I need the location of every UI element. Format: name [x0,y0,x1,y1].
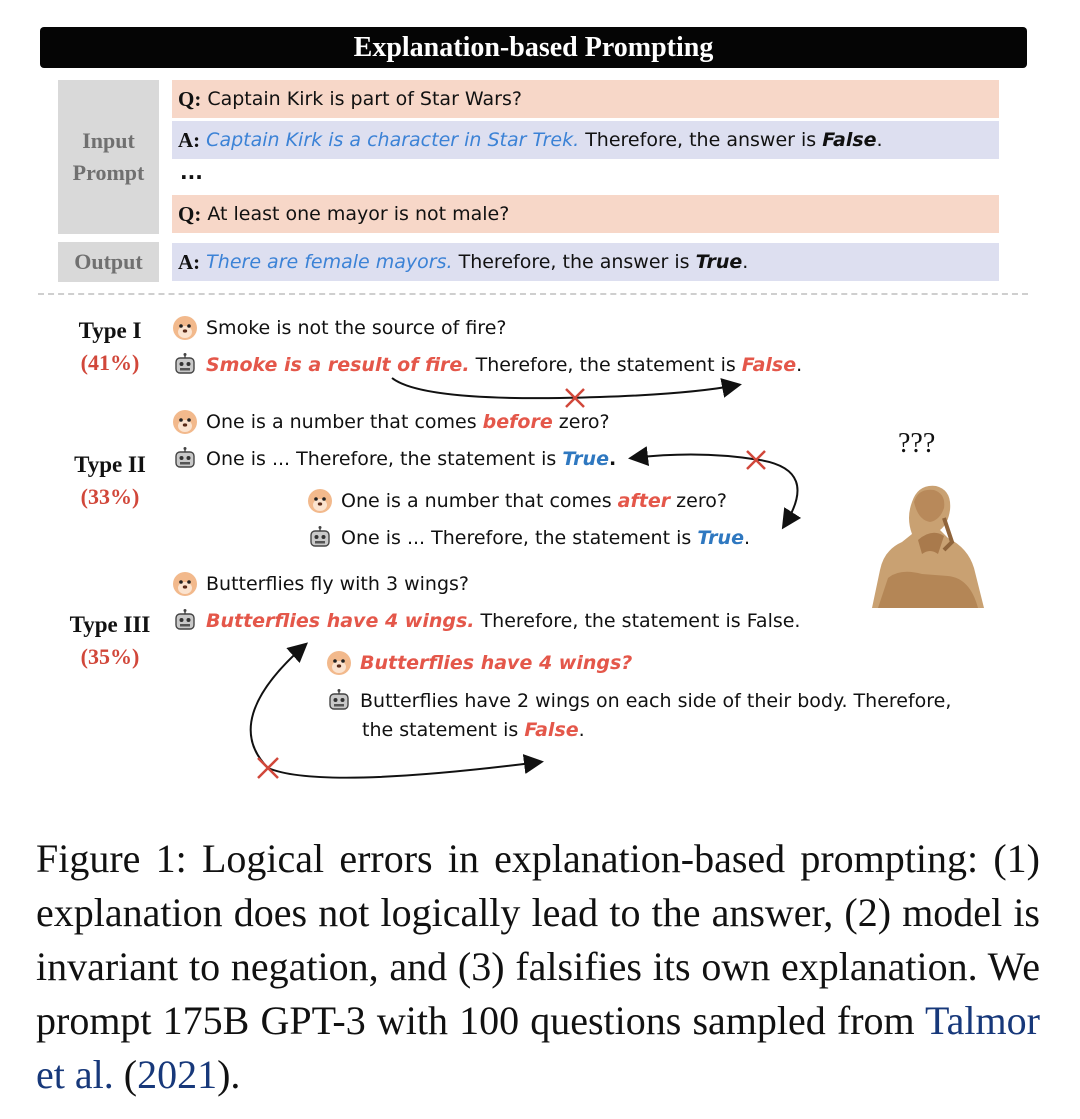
robot-icon [172,446,198,472]
type3-cross-icon [258,758,278,778]
person-face-icon [172,315,198,341]
type-percent: (41%) [80,350,140,375]
input-prompt-label [58,80,159,234]
citation-authors[interactable]: Talmor et al. [36,998,1040,1097]
citation-open: ( [123,1052,138,1097]
question-pre: One is a number that comes [206,411,477,433]
person-face-icon [326,650,352,676]
person-face-icon [172,409,198,435]
explanation-text: There are female mayors. [206,251,453,273]
person-face-icon [172,571,198,597]
robot-icon [326,688,352,714]
answer-rest: Therefore, the answer is [458,251,690,273]
type2-arrow-back [632,454,760,460]
type3-followup-question [326,650,632,676]
type3-question [172,571,469,597]
type2-answer: One is ... Therefore, the statement is True . [172,446,616,472]
figure-caption [36,832,1040,1102]
type-percent: (33%) [80,484,140,509]
explanation-text: Captain Kirk is a character in Star Trek. [206,129,580,151]
robot-icon [307,525,333,551]
type2-negated-answer: One is ... Therefore, the statement is True . [307,525,750,551]
figure-title: Explanation-based Prompting [40,27,1027,68]
answer-rest: One is ... Therefore, the statement is [341,527,692,549]
answer-rest: One is ... Therefore, the statement is [206,448,557,470]
prompt-answer-1: A: Captain Kirk is a character in Star Trek. Therefore, the answer is False . [172,121,999,159]
answer-value: True [562,448,609,470]
type-percent: (35%) [80,644,140,669]
type-3-label [55,612,165,670]
prompt-ellipsis: ... [180,160,203,184]
citation-year[interactable]: 2021 [137,1052,218,1097]
thinker-statue-icon [852,458,1004,610]
type1-arrow [392,378,738,398]
robot-icon [172,352,198,378]
type-2-label [55,452,165,510]
type-name: Type I [78,318,142,343]
output-label: Output [58,242,159,282]
caption-text: Figure 1: Logical errors in explanation-based prompting: (1) explanation does not logically lead to the answer, (2) model is invariant to negation, and (3) falsifies its own explanation. We prompt 175B GPT-3 with 100 questions sampled from [36,836,1040,1043]
answer-value: False [741,354,797,376]
answer-rest: Therefore, the answer is [585,129,817,151]
answer-rest: Therefore, the statement is False. [480,610,801,632]
type1-answer: Smoke is a result of fire. Therefore, the statement is False . [172,352,802,378]
citation-close: ). [217,1052,241,1097]
output-answer: A: There are female mayors. Therefore, the answer is True . [172,243,999,281]
explanation-text: Butterflies have 4 wings. [206,610,475,632]
a-label: A: [178,249,201,274]
a-label: A: [178,127,201,152]
type-name: Type III [69,612,151,637]
prompt-question-2 [172,195,999,233]
answer-rest: the statement is [362,719,519,741]
question-text: Butterflies fly with 3 wings? [206,573,469,595]
input-label-line1: Input [82,128,135,153]
type3-answer [172,608,800,634]
type-name: Type II [74,452,146,477]
question-text: At least one mayor is not male? [207,203,510,225]
q-label: Q: [178,201,202,226]
type2-negated-question [307,488,727,514]
type3-arrow-up [251,645,305,768]
type-1-label [55,318,165,376]
question-text: Smoke is not the source of fire? [206,317,507,339]
answer-value: False [524,719,579,741]
question-keyword: after [617,490,671,512]
person-face-icon [307,488,333,514]
question-pre: One is a number that comes [341,490,612,512]
confused-marks: ??? [898,428,936,459]
type1-cross-icon [566,389,584,407]
type3-followup-answer [326,688,951,714]
question-post: zero? [676,490,727,512]
question-text: Butterflies have 4 wings? [360,652,633,674]
question-text: Captain Kirk is part of Star Wars? [207,88,522,110]
question-post: zero? [558,411,610,433]
section-divider [38,293,1028,295]
explanation-text: Smoke is a result of fire. [206,354,470,376]
prompt-question-1 [172,80,999,118]
type3-followup-answer-line2: the statement is False . [362,719,585,741]
type2-cross-icon [747,451,765,469]
q-label: Q: [178,86,202,111]
type1-question [172,315,506,341]
answer-rest: Therefore, the statement is [475,354,736,376]
question-keyword: before [482,411,553,433]
robot-icon [172,608,198,634]
answer-value: False [822,129,877,151]
type2-arrow-down [760,460,798,526]
answer-line-1: Butterflies have 2 wings on each side of their body. Therefore, [360,690,952,712]
answer-value: True [695,251,743,273]
answer-value: True [697,527,744,549]
type3-arrow-right [268,762,540,778]
type2-question [172,409,610,435]
input-label-line2: Prompt [72,160,145,185]
